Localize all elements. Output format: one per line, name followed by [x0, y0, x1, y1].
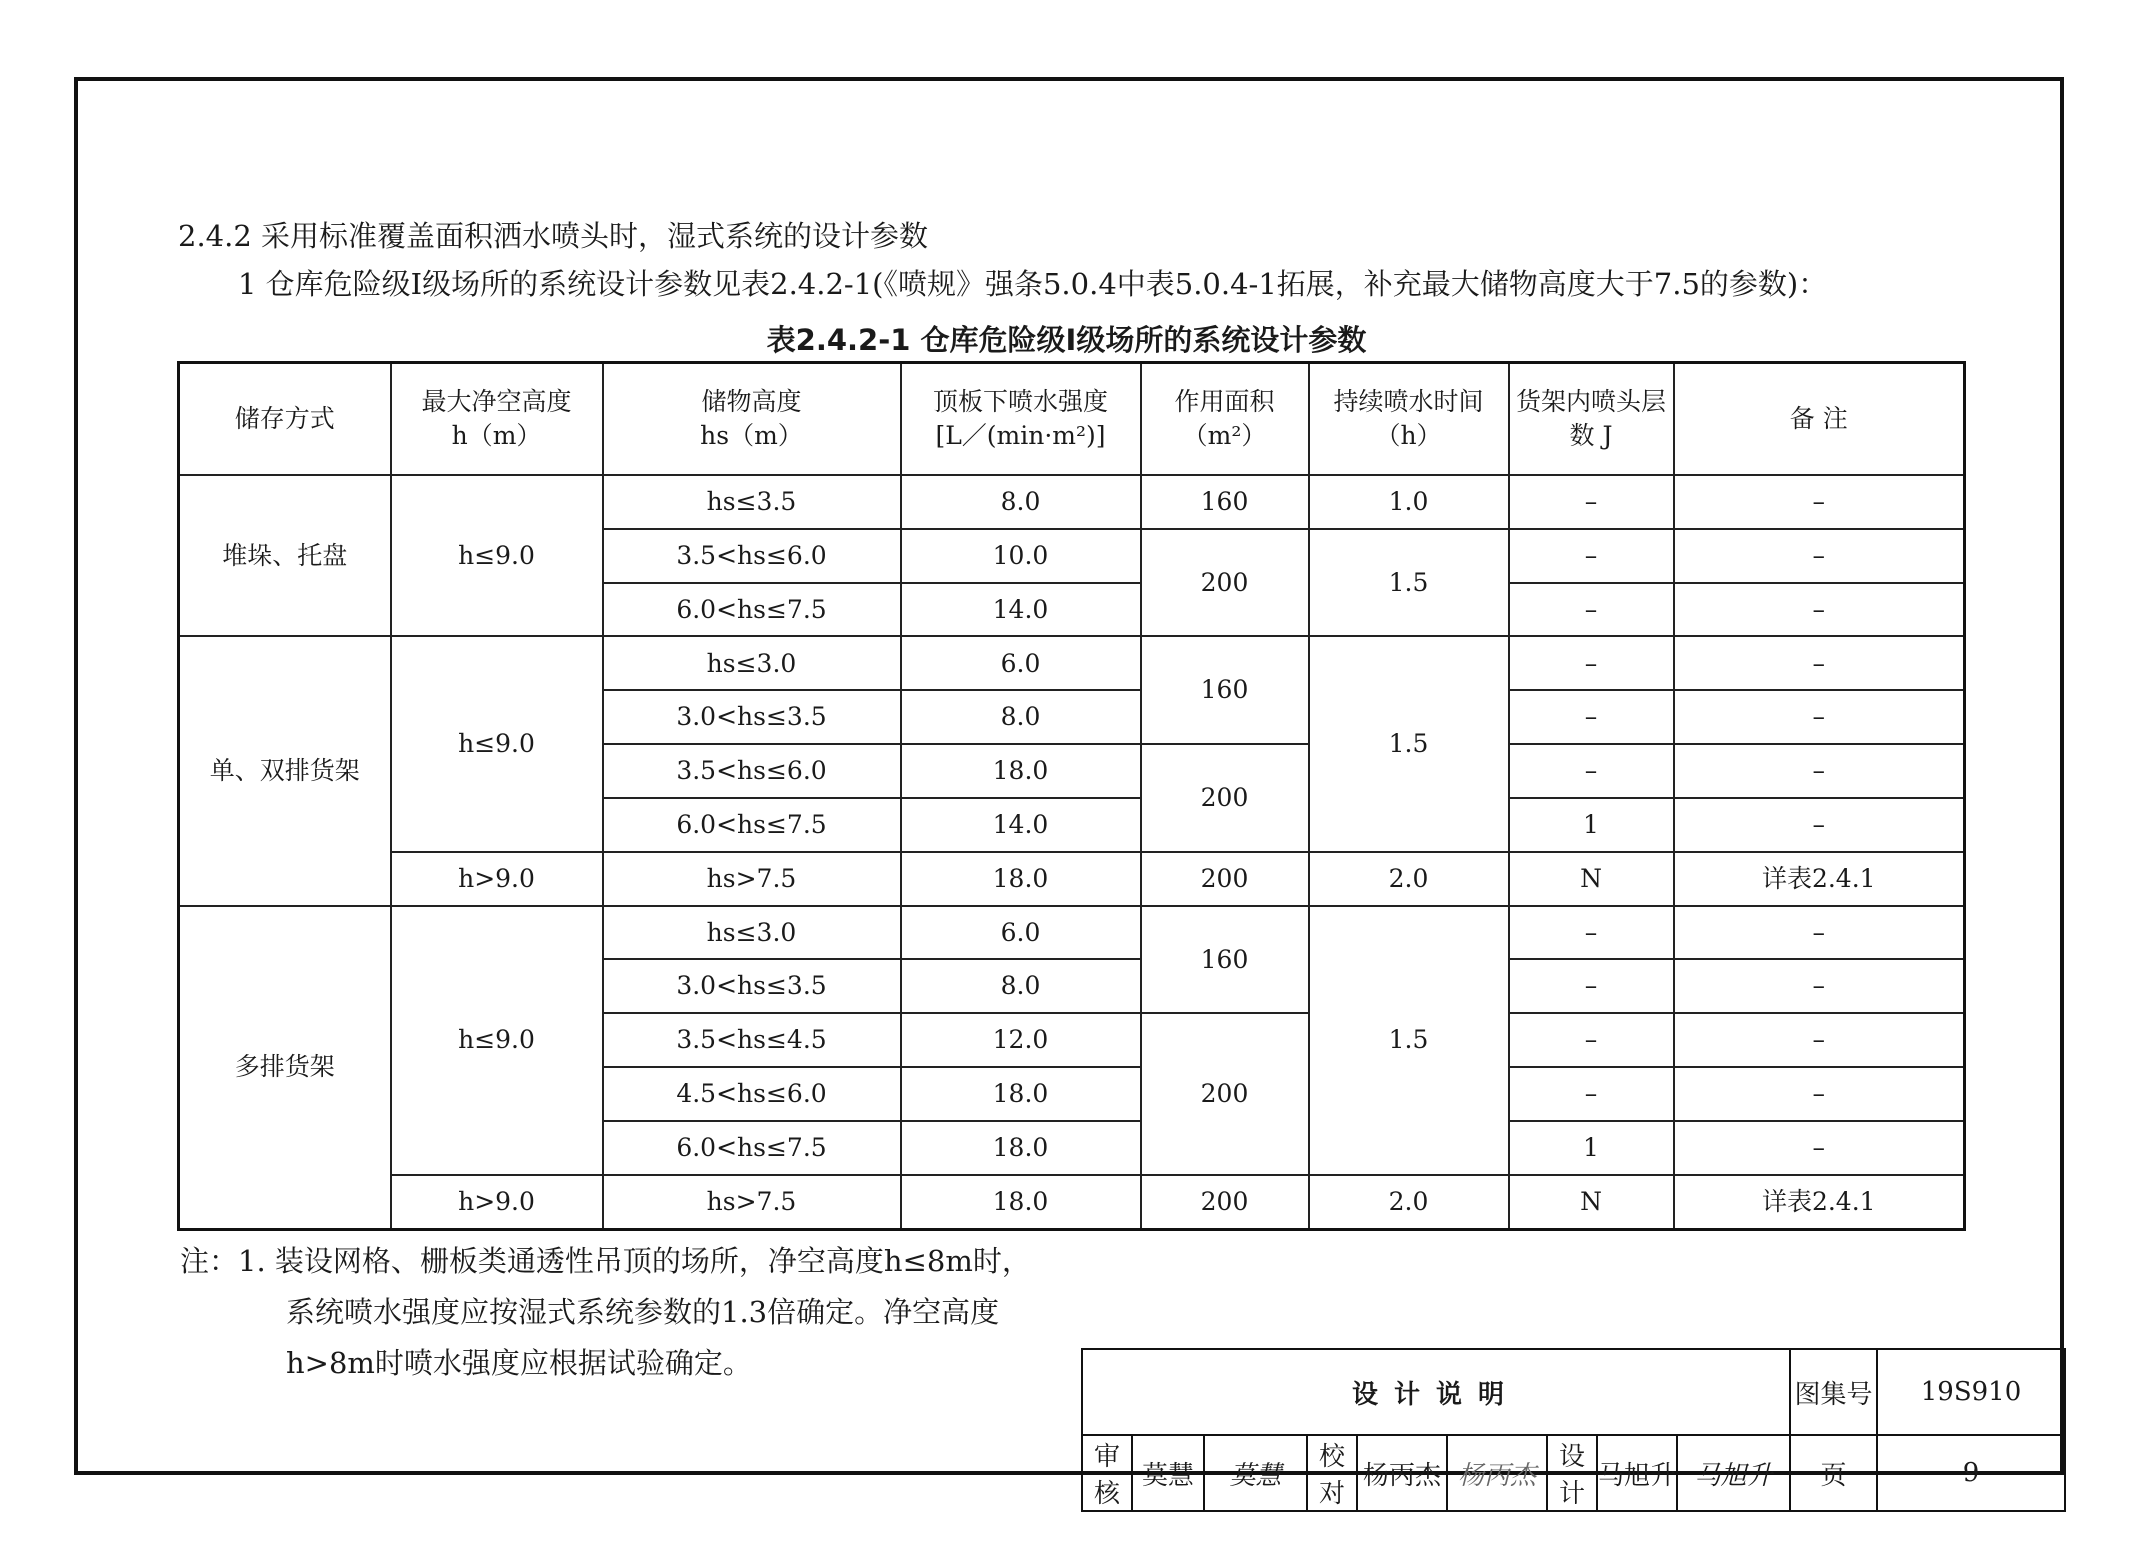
table-row [179, 906, 1965, 960]
layers-cell: 1 [1509, 1121, 1674, 1175]
intensity-cell: 8.0 [901, 475, 1141, 529]
page-label: 页 [1790, 1435, 1877, 1511]
intensity-cell: 18.0 [901, 1067, 1141, 1121]
storage-height-cell: hs≤3.0 [603, 636, 901, 690]
layers-cell: – [1509, 529, 1674, 583]
max-height-cell: h≤9.0 [391, 636, 603, 851]
layers-cell: – [1509, 690, 1674, 744]
remark-cell: 详表2.4.1 [1674, 1175, 1965, 1230]
page-number: 9 [1877, 1435, 2065, 1511]
atlas-label: 图集号 [1790, 1349, 1877, 1435]
storage-height-cell: hs≤3.5 [603, 475, 901, 529]
intensity-cell: 8.0 [901, 690, 1141, 744]
intensity-cell: 6.0 [901, 636, 1141, 690]
duration-cell: 1.5 [1309, 906, 1509, 1175]
remark-cell: – [1674, 798, 1965, 852]
layers-cell: – [1509, 636, 1674, 690]
layers-cell: N [1509, 1175, 1674, 1230]
remark-cell: – [1674, 529, 1965, 583]
storage-height-cell: hs>7.5 [603, 852, 901, 906]
layers-cell: N [1509, 852, 1674, 906]
review-label: 审核 [1082, 1435, 1132, 1511]
layers-cell: – [1509, 744, 1674, 798]
storage-height-cell: 3.5<hs≤6.0 [603, 744, 901, 798]
section-heading: 2.4.2 采用标准覆盖面积洒水喷头时，湿式系统的设计参数 [178, 219, 929, 253]
table-caption: 表2.4.2-1 仓库危险级Ⅰ级场所的系统设计参数 [766, 323, 1367, 357]
max-height-cell: h>9.0 [391, 1175, 603, 1230]
layers-cell: – [1509, 1067, 1674, 1121]
area-cell: 160 [1141, 475, 1309, 529]
remark-cell: – [1674, 1013, 1965, 1067]
col-header-area: 作用面积 （m²） [1141, 363, 1309, 476]
area-cell: 160 [1141, 906, 1309, 1014]
title-block [1081, 1348, 2066, 1512]
intensity-cell: 18.0 [901, 1175, 1141, 1230]
remark-cell: – [1674, 1121, 1965, 1175]
layers-cell: – [1509, 959, 1674, 1013]
storage-height-cell: 6.0<hs≤7.5 [603, 1121, 901, 1175]
col-header-storage: 储存方式 [179, 363, 391, 476]
remark-cell: – [1674, 906, 1965, 960]
storage-height-cell: 6.0<hs≤7.5 [603, 583, 901, 637]
intensity-cell: 12.0 [901, 1013, 1141, 1067]
duration-cell: 2.0 [1309, 1175, 1509, 1230]
reviewer-name: 莫慧 [1132, 1435, 1204, 1511]
intensity-cell: 14.0 [901, 583, 1141, 637]
col-header-max-clear-height: 最大净空高度 h（m） [391, 363, 603, 476]
remark-cell: – [1674, 744, 1965, 798]
duration-cell: 1.5 [1309, 529, 1509, 637]
table-row [179, 475, 1965, 529]
layers-cell: – [1509, 1013, 1674, 1067]
remark-cell: 详表2.4.1 [1674, 852, 1965, 906]
storage-height-cell: 3.0<hs≤3.5 [603, 959, 901, 1013]
area-cell: 160 [1141, 636, 1309, 744]
drawing-title: 设计说明 [1082, 1349, 1790, 1435]
area-cell: 200 [1141, 1013, 1309, 1174]
area-cell: 200 [1141, 1175, 1309, 1230]
duration-cell: 1.5 [1309, 636, 1509, 851]
storage-type-cell: 堆垛、托盘 [179, 475, 391, 636]
intensity-cell: 14.0 [901, 798, 1141, 852]
storage-type-cell: 单、双排货架 [179, 636, 391, 905]
footnote-line: 系统喷水强度应按湿式系统参数的1.3倍确定。净空高度 [286, 1295, 1000, 1329]
remark-cell: – [1674, 1067, 1965, 1121]
reviewer-signature: 莫慧 [1204, 1435, 1307, 1511]
atlas-number: 19S910 [1877, 1349, 2065, 1435]
area-cell: 200 [1141, 744, 1309, 852]
remark-cell: – [1674, 690, 1965, 744]
footnote-line: 注：1. 装设网格、栅板类通透性吊顶的场所，净空高度h≤8m时， [180, 1244, 1031, 1278]
storage-height-cell: hs≤3.0 [603, 906, 901, 960]
max-height-cell: h≤9.0 [391, 475, 603, 636]
remark-cell: – [1674, 583, 1965, 637]
checker-signature: 杨丙杰 [1447, 1435, 1547, 1511]
col-header-spray-intensity: 顶板下喷水强度 [L／(min·m²)] [901, 363, 1141, 476]
layers-cell: 1 [1509, 798, 1674, 852]
storage-height-cell: 3.0<hs≤3.5 [603, 690, 901, 744]
area-cell: 200 [1141, 852, 1309, 906]
checker-name: 杨丙杰 [1357, 1435, 1447, 1511]
check-label: 校对 [1307, 1435, 1357, 1511]
intro-paragraph: 1 仓库危险级Ⅰ级场所的系统设计参数见表2.4.2-1(《喷规》强条5.0.4中表5.0.4-1拓展，补充最大储物高度大于7.5的参数)： [238, 267, 1828, 301]
footnote-line: h>8m时喷水强度应根据试验确定。 [286, 1346, 752, 1380]
intensity-cell: 10.0 [901, 529, 1141, 583]
col-header-remark: 备 注 [1674, 363, 1965, 476]
intensity-cell: 18.0 [901, 744, 1141, 798]
table-row [179, 636, 1965, 690]
designer-name: 马旭升 [1597, 1435, 1677, 1511]
col-header-duration: 持续喷水时间 （h） [1309, 363, 1509, 476]
storage-height-cell: hs>7.5 [603, 1175, 901, 1230]
intensity-cell: 6.0 [901, 906, 1141, 960]
layers-cell: – [1509, 583, 1674, 637]
designer-signature: 马旭升 [1677, 1435, 1790, 1511]
intensity-cell: 8.0 [901, 959, 1141, 1013]
duration-cell: 1.0 [1309, 475, 1509, 529]
layers-cell: – [1509, 906, 1674, 960]
duration-cell: 2.0 [1309, 852, 1509, 906]
storage-height-cell: 6.0<hs≤7.5 [603, 798, 901, 852]
storage-height-cell: 4.5<hs≤6.0 [603, 1067, 901, 1121]
max-height-cell: h≤9.0 [391, 906, 603, 1175]
col-header-inrack-layers: 货架内喷头层 数 J [1509, 363, 1674, 476]
footnote [180, 1236, 1031, 1389]
header-row [179, 363, 1965, 476]
remark-cell: – [1674, 636, 1965, 690]
storage-type-cell: 多排货架 [179, 906, 391, 1230]
storage-height-cell: 3.5<hs≤4.5 [603, 1013, 901, 1067]
col-header-storage-height: 储物高度 hs（m） [603, 363, 901, 476]
design-label: 设计 [1547, 1435, 1597, 1511]
intensity-cell: 18.0 [901, 1121, 1141, 1175]
table-row [179, 852, 1965, 906]
storage-height-cell: 3.5<hs≤6.0 [603, 529, 901, 583]
intensity-cell: 18.0 [901, 852, 1141, 906]
max-height-cell: h>9.0 [391, 852, 603, 906]
parameters-table [177, 361, 1966, 1231]
table-row [179, 1175, 1965, 1230]
area-cell: 200 [1141, 529, 1309, 637]
layers-cell: – [1509, 475, 1674, 529]
remark-cell: – [1674, 475, 1965, 529]
remark-cell: – [1674, 959, 1965, 1013]
